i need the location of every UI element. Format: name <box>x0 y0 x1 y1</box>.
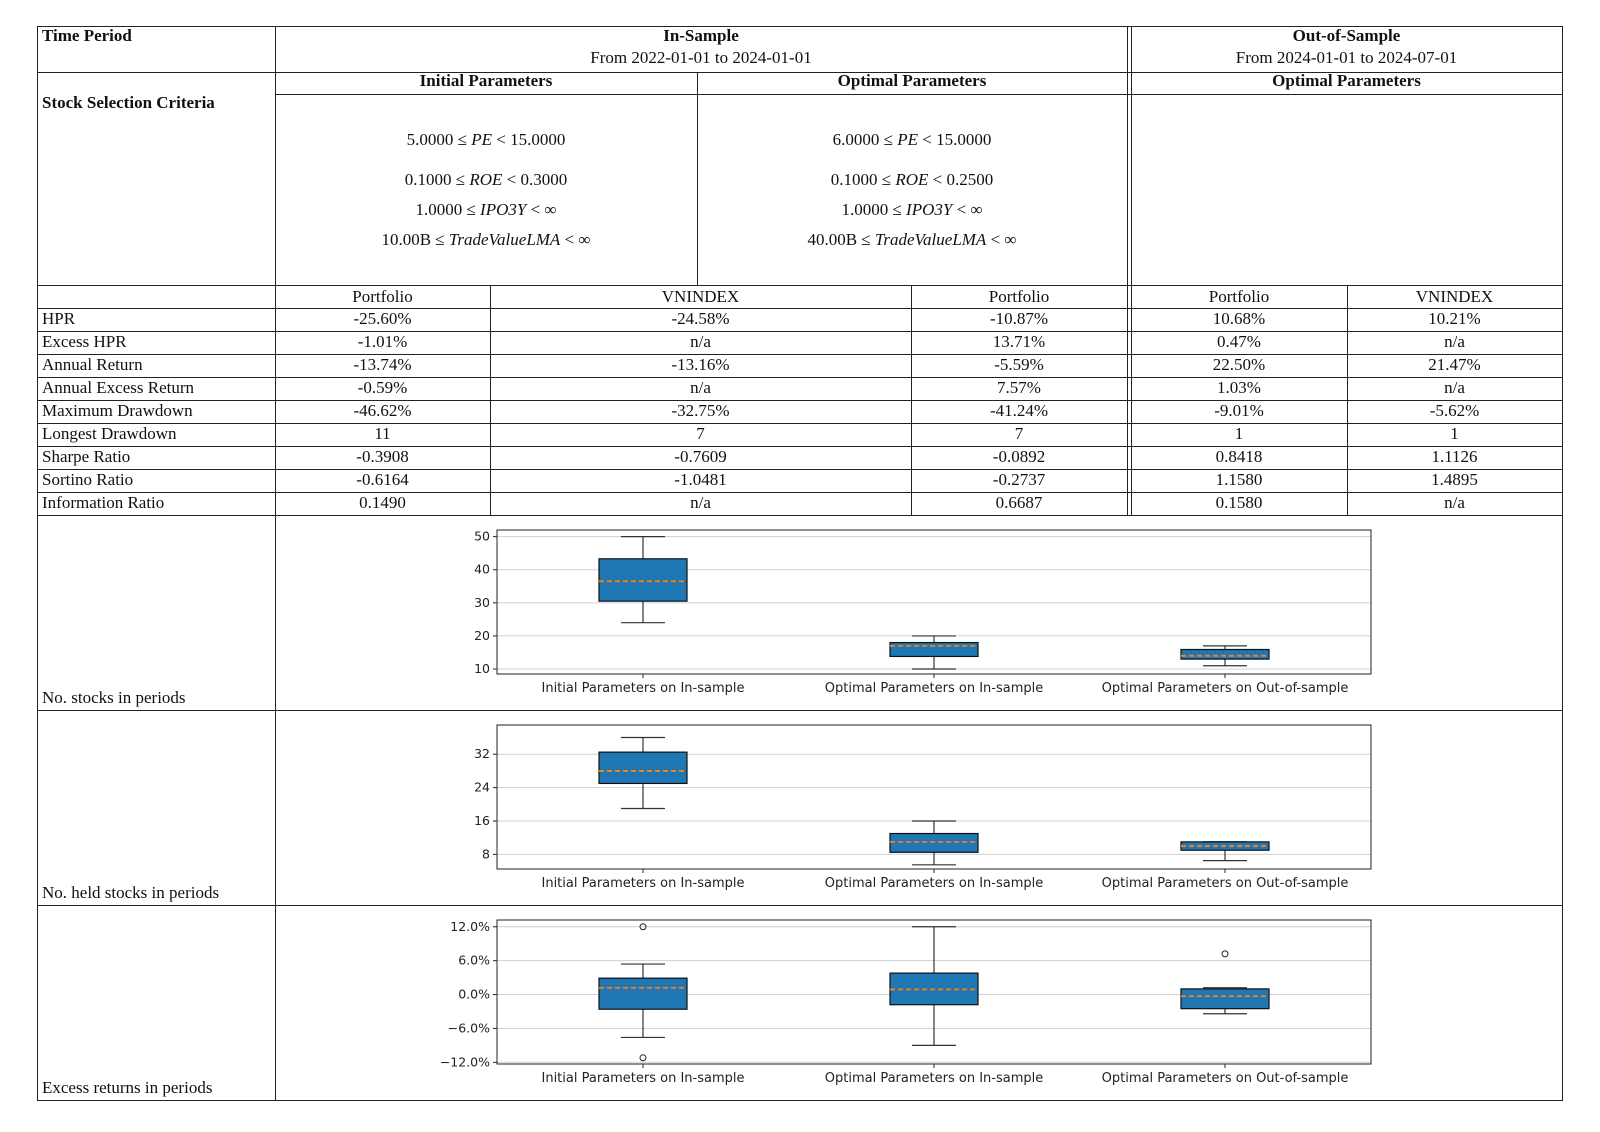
metric-cell: -0.2737 <box>992 470 1046 489</box>
metric-cell: -0.0892 <box>992 447 1046 466</box>
criteria-token: 15.0000 <box>510 130 566 149</box>
metric-cell: 1.1580 <box>1215 470 1263 489</box>
in-sample-range: From 2022-01-01 to 2024-01-01 <box>590 48 812 67</box>
metric-cell: n/a <box>1444 378 1465 397</box>
metric-column-header: Portfolio <box>988 287 1050 306</box>
y-tick-label: 6.0% <box>458 952 490 968</box>
outlier-point <box>1222 951 1228 957</box>
criteria-token: 1.0000 <box>841 200 889 219</box>
y-tick-label: −12.0% <box>439 1054 490 1070</box>
metric-cell: 11 <box>374 424 391 443</box>
metric-row-label: Longest Drawdown <box>42 424 177 443</box>
metric-column-header: VNINDEX <box>661 287 740 306</box>
metric-cell: 0.8418 <box>1215 447 1263 466</box>
metric-cell: 7.57% <box>997 378 1041 397</box>
metric-cell: 10.21% <box>1428 309 1481 328</box>
metric-cell: -5.59% <box>994 355 1044 374</box>
metric-row-label: Sortino Ratio <box>42 470 134 489</box>
metric-cell: n/a <box>690 332 711 351</box>
x-tick-label: Optimal Parameters on Out-of-sample <box>1101 1071 1349 1086</box>
metric-cell: n/a <box>1444 493 1465 512</box>
y-tick-label: 10 <box>474 661 490 677</box>
metric-cell: 7 <box>1014 424 1024 443</box>
metric-cell: -24.58% <box>671 309 730 328</box>
initial-criterion-roe <box>286 170 686 190</box>
box <box>1181 989 1269 1009</box>
table-rule <box>37 515 1562 516</box>
criteria-token: ≤ <box>883 130 893 149</box>
metric-cell: -0.3908 <box>356 447 409 466</box>
y-tick-label: 8 <box>482 846 490 862</box>
x-tick-label: Optimal Parameters on In-sample <box>824 876 1044 891</box>
x-tick-label: Initial Parameters on In-sample <box>541 876 745 891</box>
x-tick-label: Optimal Parameters on In-sample <box>824 681 1044 696</box>
metric-cell: 22.50% <box>1212 355 1266 374</box>
criteria-token: ≤ <box>466 200 476 219</box>
plot-row-label: No. held stocks in periods <box>42 883 220 902</box>
metric-cell: n/a <box>690 493 711 512</box>
metric-cell: 10.68% <box>1212 309 1266 328</box>
criteria-token: 6.0000 <box>832 130 880 149</box>
out-sample-range: From 2024-01-01 to 2024-07-01 <box>1235 48 1458 67</box>
y-tick-label: 40 <box>474 561 490 577</box>
metric-column-header: Portfolio <box>352 287 413 306</box>
metric-cell: n/a <box>690 378 711 397</box>
y-tick-label: 32 <box>474 746 490 762</box>
criteria-token: 0.2500 <box>946 170 994 189</box>
out-sample-title: Out-of-Sample <box>1292 26 1401 45</box>
metric-cell: -9.01% <box>1214 401 1264 420</box>
table-rule <box>275 94 1562 95</box>
box <box>599 559 687 601</box>
criteria-token: PE <box>897 130 919 149</box>
initial-criterion-pe <box>286 130 686 150</box>
table-rule <box>1127 26 1128 515</box>
criteria-token: < <box>506 170 517 189</box>
x-tick-label: Optimal Parameters on Out-of-sample <box>1101 876 1349 891</box>
criteria-token: 0.3000 <box>520 170 568 189</box>
metric-row-label: Annual Return <box>42 355 143 374</box>
y-tick-label: 30 <box>474 594 490 610</box>
y-tick-label: 20 <box>474 627 490 643</box>
plot-row-label: No. stocks in periods <box>42 688 186 707</box>
criteria-token: ≤ <box>861 230 871 249</box>
metric-cell: -32.75% <box>671 401 730 420</box>
metric-cell: -13.74% <box>353 355 412 374</box>
criteria-token: < <box>990 230 1001 249</box>
y-tick-label: 16 <box>474 813 490 828</box>
box <box>599 978 687 1009</box>
metric-cell: -46.62% <box>353 401 412 420</box>
optimal-criterion-pe <box>712 130 1112 150</box>
metric-cell: 1.03% <box>1217 378 1261 397</box>
criteria-label: Stock Selection Criteria <box>42 93 215 112</box>
criteria-token: 0.1000 <box>830 170 878 189</box>
box <box>1181 650 1269 660</box>
metric-row-label: Sharpe Ratio <box>42 447 131 466</box>
time-period-label: Time Period <box>42 26 132 45</box>
box-plot-1 <box>0 524 1600 724</box>
x-tick-label: Initial Parameters on In-sample <box>541 681 745 696</box>
criteria-token: ≤ <box>457 130 467 149</box>
metric-cell: 0.47% <box>1217 332 1261 351</box>
y-tick-label: 12.0% <box>450 918 490 934</box>
table-rule <box>697 72 698 285</box>
criteria-token: ∞ <box>578 230 591 249</box>
criteria-token: < <box>922 130 932 149</box>
metric-cell: n/a <box>1444 332 1465 351</box>
metric-cell: -0.7609 <box>674 447 727 466</box>
criteria-token: < <box>530 200 541 219</box>
optimal-params-oos-header: Optimal Parameters <box>1272 71 1421 90</box>
metric-cell: -10.87% <box>989 309 1049 328</box>
metric-cell: 21.47% <box>1428 355 1481 374</box>
initial-criterion-tv <box>286 230 686 250</box>
y-tick-label: −6.0% <box>447 1020 490 1036</box>
criteria-token: 15.0000 <box>936 130 992 149</box>
optimal-criterion-roe <box>712 170 1112 190</box>
metric-row-label: HPR <box>42 309 76 328</box>
box-plot-2 <box>0 719 1600 919</box>
x-tick-label: Initial Parameters on In-sample <box>541 1071 745 1086</box>
criteria-token: ∞ <box>544 200 557 219</box>
metric-cell: 1.1126 <box>1431 447 1478 466</box>
optimal-criterion-tv <box>712 230 1112 250</box>
metric-cell: 1 <box>1234 424 1244 443</box>
metric-row-label: Annual Excess Return <box>42 378 195 397</box>
criteria-token: ≤ <box>435 230 445 249</box>
criteria-token: IPO3Y <box>906 200 953 219</box>
criteria-token: ROE <box>895 170 929 189</box>
metric-row-label: Information Ratio <box>42 493 165 512</box>
metric-cell: -0.59% <box>357 378 408 397</box>
criteria-token: TradeValueLMA <box>448 230 561 249</box>
criteria-token: 0.1000 <box>404 170 452 189</box>
metric-cell: 13.71% <box>992 332 1046 351</box>
metric-cell: -0.6164 <box>356 470 409 489</box>
criteria-token: ROE <box>469 170 503 189</box>
y-tick-label: 50 <box>474 528 490 544</box>
criteria-token: PE <box>471 130 493 149</box>
criteria-token: < <box>496 130 506 149</box>
metric-row-label: Excess HPR <box>42 332 127 351</box>
x-tick-label: Optimal Parameters on Out-of-sample <box>1101 681 1349 696</box>
criteria-token: < <box>956 200 967 219</box>
metric-cell: -5.62% <box>1429 401 1480 420</box>
criteria-token: TradeValueLMA <box>874 230 987 249</box>
metric-cell: -25.60% <box>353 309 412 328</box>
criteria-token: ≤ <box>892 200 902 219</box>
metric-cell: 1 <box>1450 424 1459 443</box>
metric-column-header: VNINDEX <box>1415 287 1494 306</box>
metric-cell: -41.24% <box>989 401 1049 420</box>
table-rule <box>37 285 1562 286</box>
plot-row-label: Excess returns in periods <box>42 1078 213 1097</box>
criteria-token: 40.00B <box>807 230 858 249</box>
metric-cell: -1.01% <box>357 332 408 351</box>
optimal-params-header: Optimal Parameters <box>837 71 987 90</box>
metric-column-header: Portfolio <box>1208 287 1270 306</box>
criteria-token: ≤ <box>881 170 892 189</box>
criteria-token: < <box>564 230 575 249</box>
criteria-token: ∞ <box>1004 230 1017 249</box>
criteria-token: ≤ <box>455 170 466 189</box>
metric-cell: -1.0481 <box>674 470 727 489</box>
box <box>599 752 687 783</box>
metric-cell: 0.6687 <box>995 493 1043 512</box>
metric-cell: -13.16% <box>671 355 730 374</box>
x-tick-label: Optimal Parameters on In-sample <box>824 1071 1044 1086</box>
box-plot-3 <box>0 914 1600 1114</box>
metric-cell: 7 <box>696 424 705 443</box>
initial-params-header: Initial Parameters <box>419 71 553 90</box>
metric-cell: 0.1580 <box>1215 493 1263 512</box>
y-tick-label: 24 <box>474 779 490 795</box>
criteria-token: ∞ <box>970 200 983 219</box>
optimal-criterion-ipo <box>712 200 1112 220</box>
metric-cell: 1.4895 <box>1431 470 1478 489</box>
initial-criterion-ipo <box>286 200 686 220</box>
metric-cell: 0.1490 <box>359 493 406 512</box>
criteria-token: 1.0000 <box>415 200 463 219</box>
metric-row-label: Maximum Drawdown <box>42 401 193 420</box>
outlier-point <box>640 1055 646 1061</box>
box <box>890 643 978 657</box>
criteria-token: 5.0000 <box>406 130 454 149</box>
criteria-token: 10.00B <box>381 230 432 249</box>
box <box>890 834 978 853</box>
criteria-token: < <box>932 170 943 189</box>
in-sample-title: In-Sample <box>663 26 739 45</box>
y-tick-label: 0.0% <box>458 986 490 1002</box>
criteria-token: IPO3Y <box>480 200 527 219</box>
